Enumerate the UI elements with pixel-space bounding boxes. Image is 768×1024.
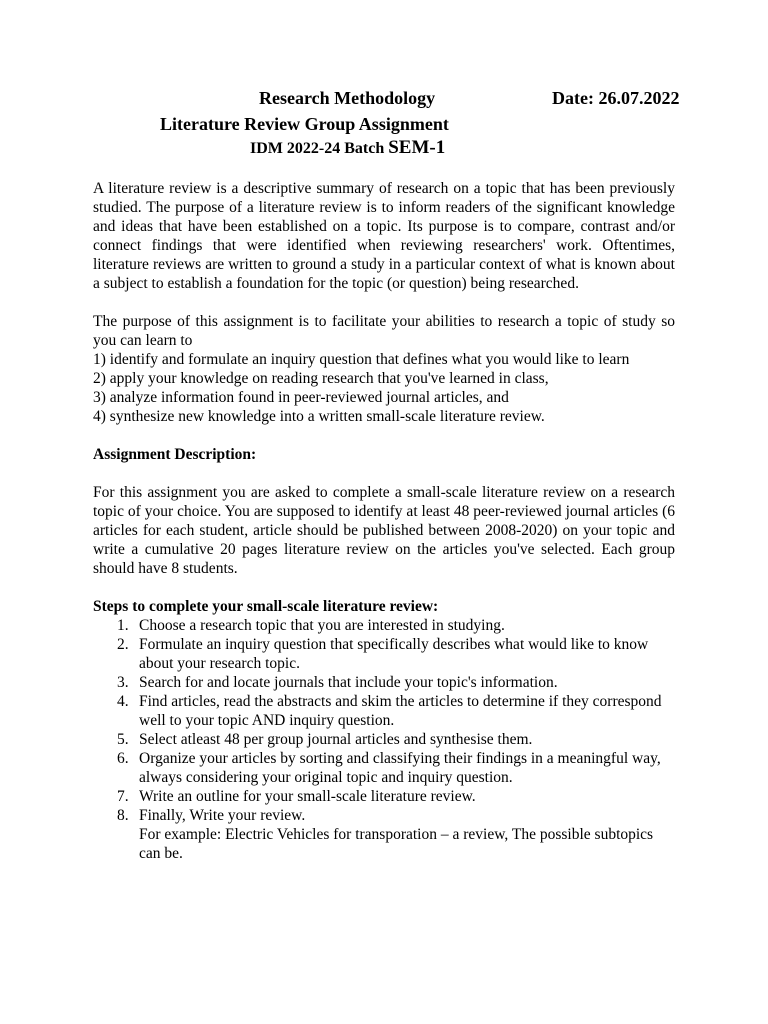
purpose-list (93, 350, 675, 426)
assignment-paragraph: For this assignment you are asked to complete a small-scale literature review on a research topic of your choice. You are supposed to identify at least 48 peer-reviewed journal articles (6 articles for each student, article should be published between 2008-2020) on your topic and write a cumulative 20 pages literature review on the articles you've selected. Each group should have 8 students. (93, 484, 675, 577)
steps-heading: Steps to complete your small-scale literature review: (93, 598, 439, 615)
step-item (93, 730, 675, 749)
step-number: 1. (117, 617, 129, 634)
step-text: Find articles, read the abstracts and skim the articles to determine if they correspond well to your topic AND inquiry question. (139, 693, 662, 729)
step-item (93, 787, 675, 806)
step-text: Search for and locate journals that include your topic's information. (139, 674, 558, 691)
step-item (93, 692, 675, 730)
step-number: 2. (117, 636, 129, 653)
course-title: Research Methodology (259, 88, 436, 108)
step-number: 6. (117, 750, 129, 767)
steps-list (93, 616, 675, 863)
step-item (93, 673, 675, 692)
step-text: Choose a research topic that you are interested in studying. (139, 617, 505, 634)
step-text: Write an outline for your small-scale literature review. (139, 788, 476, 805)
step-number: 4. (117, 693, 129, 710)
purpose-item: 1) identify and formulate an inquiry question that defines what you would like to learn (93, 351, 630, 368)
step-number: 5. (117, 731, 129, 748)
step-item (93, 635, 675, 673)
step-text: Select atleast 48 per group journal articles and synthesise them. (139, 731, 533, 748)
step-item (93, 749, 675, 787)
assignment-date: Date: 26.07.2022 (552, 88, 680, 108)
step-item (93, 806, 675, 863)
step-number: 7. (117, 788, 129, 805)
step-item (93, 616, 675, 635)
purpose-item: 3) analyze information found in peer-reviewed journal articles, and (93, 389, 509, 406)
purpose-item: 4) synthesize new knowledge into a written small-scale literature review. (93, 408, 545, 425)
step-text: Organize your articles by sorting and classifying their findings in a meaningful way, always considering your original topic and inquiry question. (139, 750, 661, 786)
purpose-lead: The purpose of this assignment is to facilitate your abilities to research a topic of study so you can learn to (93, 313, 675, 349)
purpose-item: 2) apply your knowledge on reading research that you've learned in class, (93, 370, 549, 387)
example-text: For example: Electric Vehicles for transporation – a review, The possible subtopics can be. (139, 826, 654, 862)
step-number: 3. (117, 674, 129, 691)
step-text: Formulate an inquiry question that specifically describes what would like to know about your research topic. (139, 636, 649, 672)
assignment-title: Literature Review Group Assignment (160, 114, 449, 134)
batch-line (250, 138, 445, 157)
step-number: 8. (117, 807, 129, 824)
intro-paragraph: A literature review is a descriptive summary of research on a topic that has been previously studied. The purpose of a literature review is to inform readers of the significant knowledge and ideas that have been established on a topic. Its purpose is to compare, contrast and/or connect findings that were identified when reviewing researchers' work. Oftentimes, literature reviews are written to ground a study in a particular context of what is known about a subject to establish a foundation for the topic (or question) being researched. (93, 180, 675, 292)
semester-label: SEM-1 (388, 137, 446, 158)
batch-label: IDM 2022-24 Batch (250, 140, 385, 157)
assignment-heading: Assignment Description: (93, 446, 257, 463)
document-body (93, 179, 675, 863)
step-text: Finally, Write your review. (139, 807, 306, 824)
